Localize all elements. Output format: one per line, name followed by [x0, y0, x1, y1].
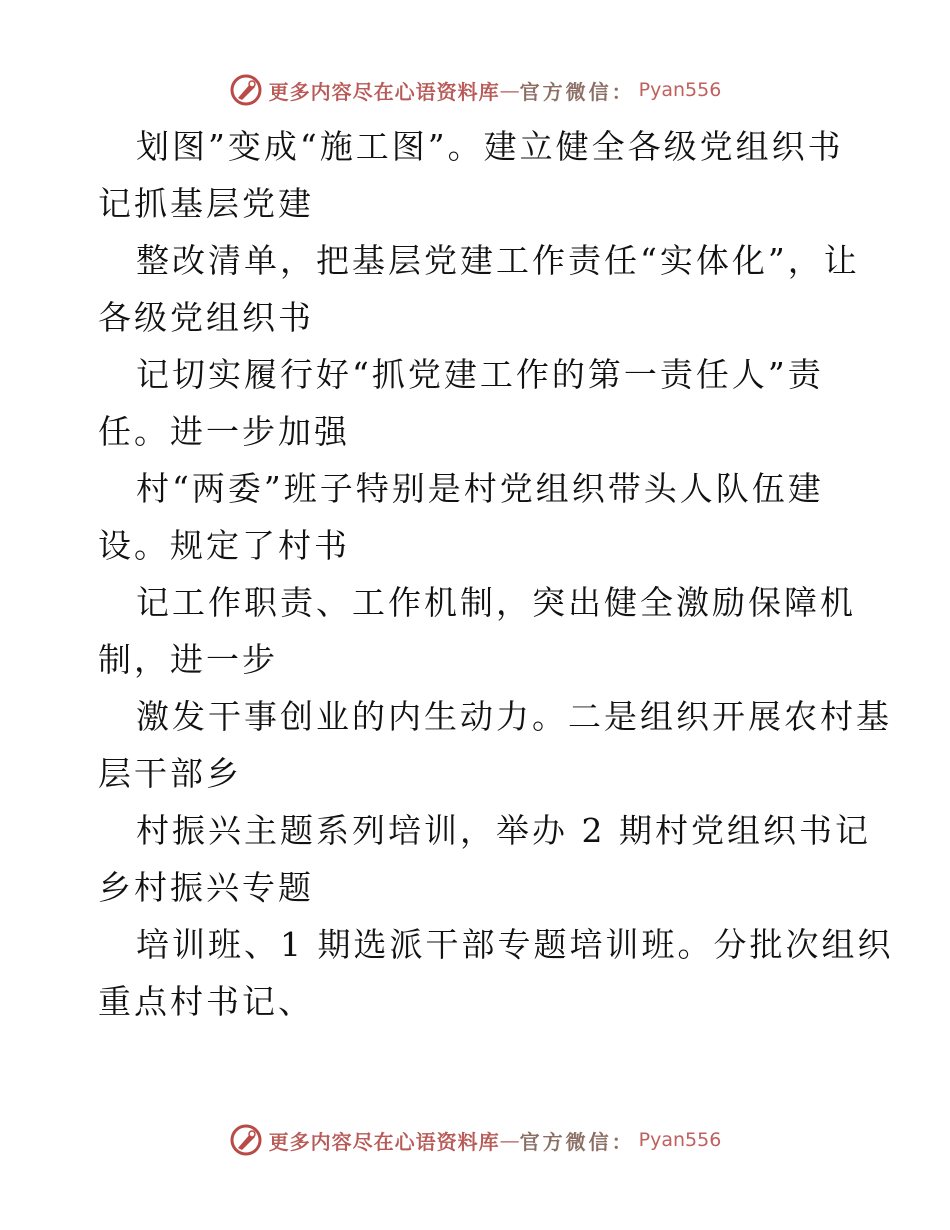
paragraph [98, 346, 858, 460]
paragraph-line: 记切实履行好“抓党建工作的第一责任人”责 [136, 355, 824, 394]
paragraph [98, 802, 871, 916]
banner-dash: — [499, 1128, 520, 1152]
banner-main-text: 更多内容尽在心语资料库 [268, 1129, 500, 1154]
paragraph-line: 制，进一步 [98, 640, 278, 679]
footer-watermark-banner [0, 1120, 950, 1160]
paragraph-line: 重点村书记、 [98, 982, 314, 1021]
paragraph-line: 村“两委”班子特别是村党组织带头人队伍建 [136, 469, 824, 508]
paragraph-line: 记抓基层党建 [98, 184, 314, 223]
banner-dash: — [499, 78, 520, 102]
banner-main-text: 更多内容尽在心语资料库 [268, 79, 500, 104]
paragraph-line: 记工作职责、工作机制，突出健全激励保障机 [136, 583, 856, 622]
paragraph-line: 层干部乡 [98, 754, 242, 793]
paragraph-line: 培训班、1 期选派干部专题培训班。分批次组织 [136, 925, 894, 964]
paragraph [98, 688, 892, 802]
banner-wechat-id: Pyan556 [638, 79, 722, 101]
document-body [98, 118, 894, 1030]
paragraph [98, 916, 894, 1030]
paragraph [98, 232, 858, 346]
paragraph [98, 460, 858, 574]
paragraph-line: 任。进一步加强 [98, 412, 350, 451]
paragraph-line: 划图”变成“施工图”。建立健全各级党组织书 [136, 127, 844, 166]
paragraph-line: 整改清单，把基层党建工作责任“实体化”，让 [136, 241, 860, 280]
paragraph-line: 设。规定了村书 [98, 526, 350, 565]
pen-logo-icon [229, 73, 263, 107]
paragraph [98, 574, 858, 688]
paragraph-line: 村振兴主题系列培训，举办 2 期村党组织书记 [136, 811, 871, 850]
paragraph-line: 各级党组织书 [98, 298, 314, 337]
paragraph [98, 118, 858, 232]
banner-wechat-id: Pyan556 [638, 1129, 722, 1151]
banner-official-label: 官方微信： [519, 79, 635, 104]
pen-logo-icon [229, 1123, 263, 1157]
paragraph-line: 乡村振兴专题 [98, 868, 314, 907]
banner-official-label: 官方微信： [519, 1129, 635, 1154]
paragraph-line: 激发干事创业的内生动力。二是组织开展农村基 [136, 697, 892, 736]
header-watermark-banner [0, 70, 950, 110]
